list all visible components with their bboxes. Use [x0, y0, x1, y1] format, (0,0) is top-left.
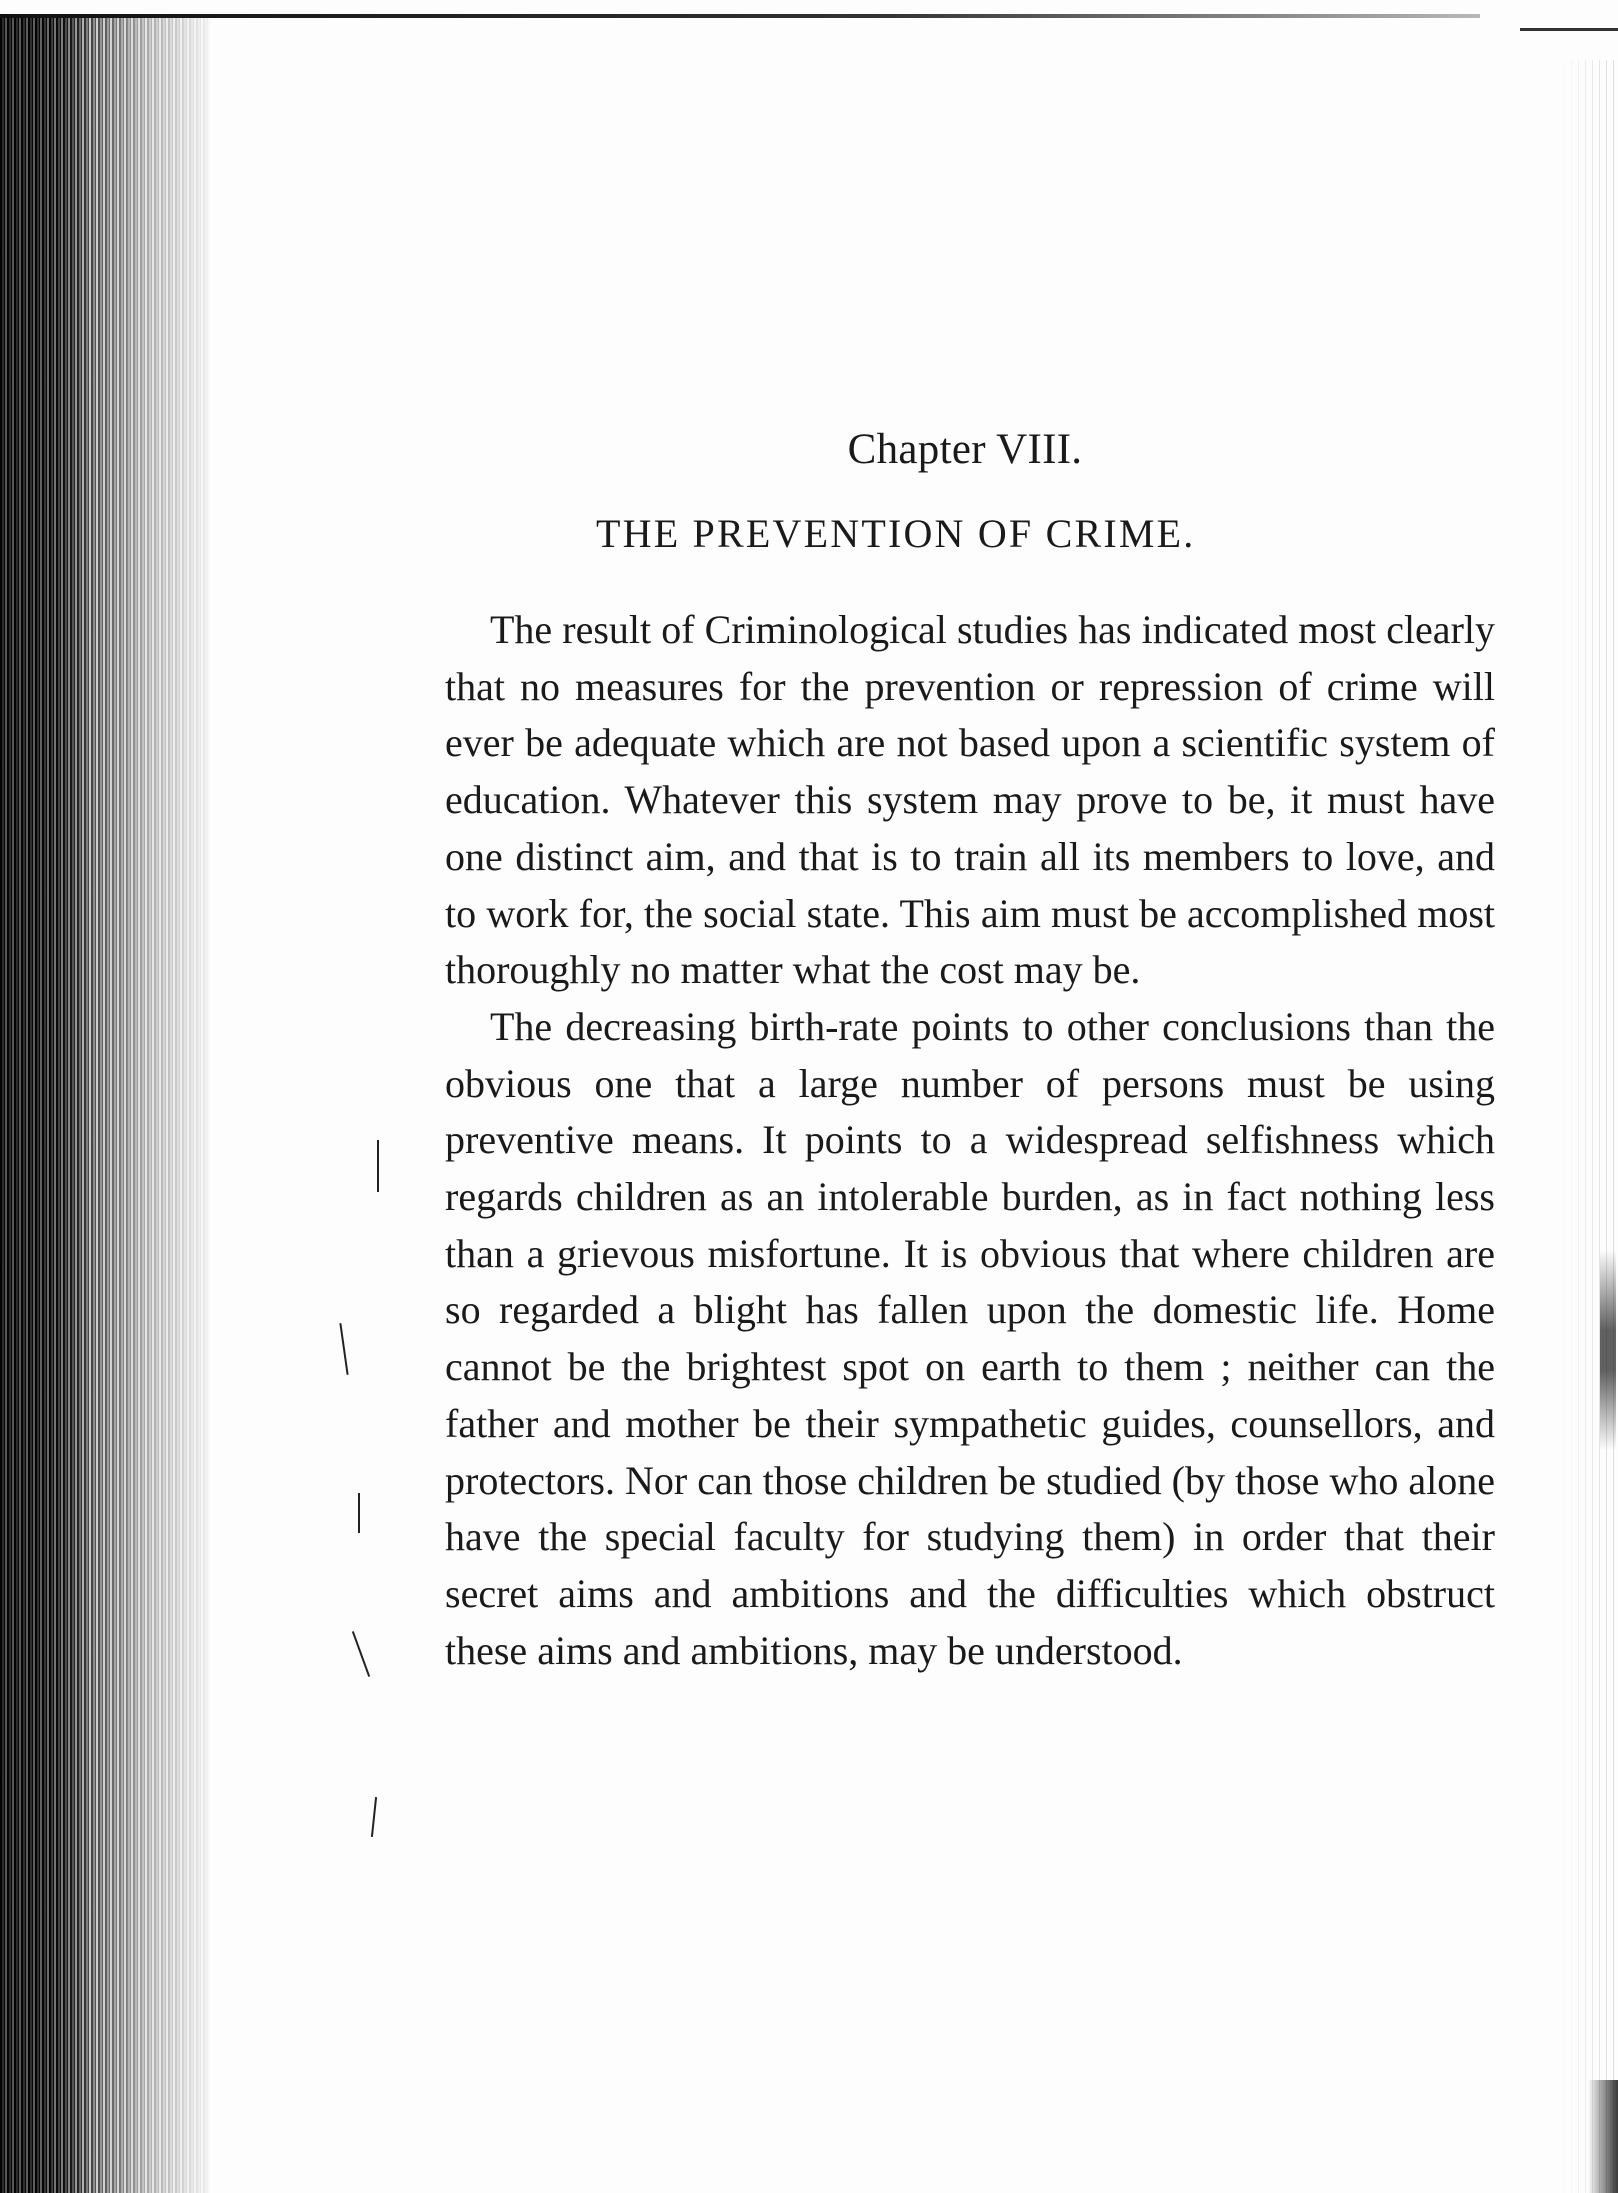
binding-edge [0, 18, 210, 2193]
right-edge-smudge [1600, 1250, 1616, 1450]
paragraph-1: The result of Criminological studies has indicated most clearly that no measures for the prevention or repression of crime will ever be adequate which are not based upon a scientific system of education. Whatever this system may prove to be, it must have one distinct aim, and that is to train all its members to love, and to work for, the social state. This aim must be accomplished most thoroughly no matter what the cost may be. [445, 607, 1495, 993]
right-edge-bottom-shadow [1588, 2080, 1618, 2193]
top-right-edge-line [1520, 28, 1618, 31]
margin-mark [377, 1140, 379, 1192]
paragraph-2: The decreasing birth-rate points to other conclusions than the obvious one that a large number of persons must be using preventive means. It points to a widespread selfishness which regards children as an intolerable burden, as in fact nothing less than a grievous misfortune. It is obvious that where children are so regarded a blight has fallen upon the domestic life. Home cannot be the brightest spot on earth to them ; neither can the father and mother be their sympathetic guides, counsellors, and protectors. Nor can those children be studied (by those who alone have the special faculty for studying them) in order that their secret aims and ambitions and the difficulties which obstruct these aims and ambitions, may be understood. [445, 1003, 1495, 1673]
margin-mark [371, 1797, 377, 1837]
top-edge-line [0, 14, 1480, 18]
chapter-heading: Chapter VIII. [847, 426, 1083, 473]
margin-mark [339, 1323, 348, 1375]
margin-mark [352, 1631, 370, 1677]
chapter-title: THE PREVENTION OF CRIME. [596, 511, 1196, 556]
right-page-edge [1558, 60, 1618, 2193]
chapter-body [445, 602, 1495, 1679]
margin-mark [358, 1493, 360, 1533]
